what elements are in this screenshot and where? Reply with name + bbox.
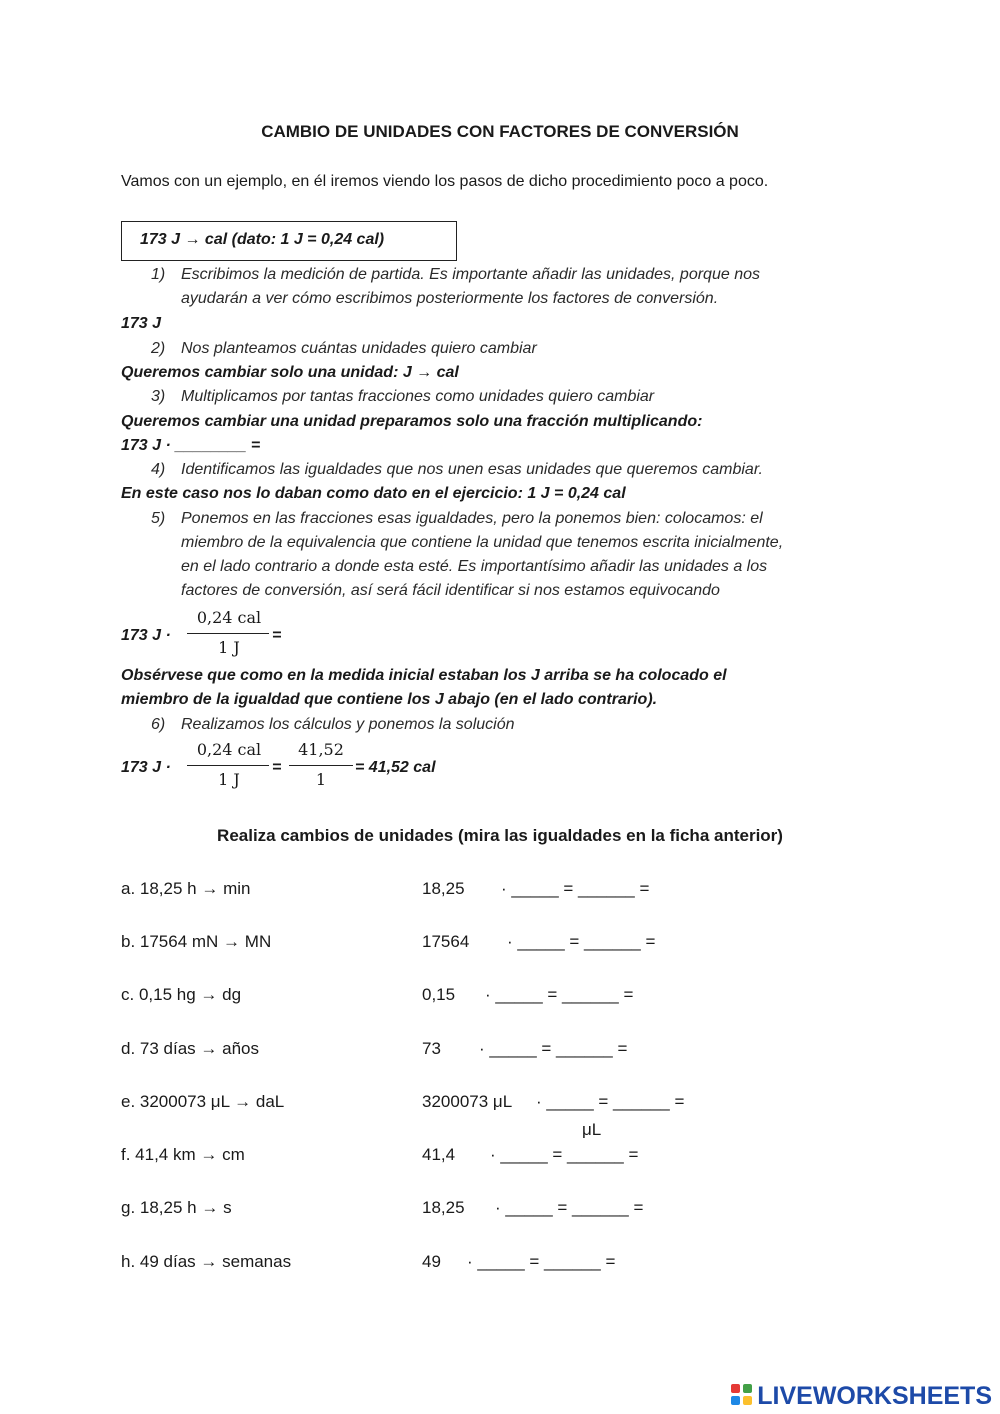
equals-sign: = [272, 759, 282, 776]
step-text: factores de conversión, así será fácil identificar si nos estamos equivocando [181, 582, 720, 599]
final-result: = 41,52 cal [355, 759, 436, 776]
step-number: 4) [151, 461, 166, 478]
step-text: Ponemos en las fracciones esas igualdades, pero la ponemos bien: colocamos: el [181, 510, 763, 527]
observation-text: miembro de la igualdad que contiene los J abajo (en el lado contrario). [121, 691, 658, 708]
step-number: 5) [151, 510, 166, 527]
fraction-denominator: 1 J [218, 638, 240, 657]
exercise-answer-blanks[interactable]: · _____ = ______ = [485, 985, 634, 1004]
logo-icon [731, 1384, 753, 1406]
step-text: miembro de la equivalencia que contiene la unidad que tenemos escrita inicialmente, [181, 534, 784, 551]
fraction-prefix: 173 J · [121, 627, 171, 644]
example-statement: 173 J → cal (dato: 1 J = 0,24 cal) [140, 231, 385, 248]
answer-line: 173 J · ________ = [121, 437, 261, 454]
step-text: Nos planteamos cuántas unidades quiero cambiar [181, 340, 537, 357]
exercise-unit-below: μL [582, 1120, 602, 1139]
fraction-numerator: 41,52 [298, 740, 344, 759]
exercise-start-value: 49 [422, 1252, 441, 1271]
exercise-label: d. 73 días → años [121, 1039, 259, 1058]
page-title: CAMBIO DE UNIDADES CON FACTORES DE CONVERSIÓN [261, 122, 739, 141]
fraction-bar [187, 765, 269, 766]
step-text: en el lado contrario a donde esta esté. Es importantísimo añadir las unidades a los [181, 558, 768, 575]
step-text: Identificamos las igualdades que nos unen esas unidades que queremos cambiar. [181, 461, 763, 478]
exercise-label: b. 17564 mN → MN [121, 932, 272, 951]
exercise-label: a. 18,25 h → min [121, 879, 251, 898]
exercise-start-value: 0,15 [422, 985, 456, 1004]
step-text: ayudarán a ver cómo escribimos posteriormente los factores de conversión. [181, 290, 719, 307]
liveworksheets-logo [731, 1382, 992, 1411]
exercise-start-value: 18,25 [422, 1198, 465, 1217]
exercise-answer-blanks[interactable]: · _____ = ______ = [536, 1092, 685, 1111]
exercise-label: c. 0,15 hg → dg [121, 985, 242, 1004]
exercise-answer-blanks[interactable]: · _____ = ______ = [479, 1039, 628, 1058]
intro-text: Vamos con un ejemplo, en él iremos viendo los pasos de dicho procedimiento poco a poco. [121, 173, 769, 190]
step-number: 1) [151, 266, 166, 283]
step-number: 2) [151, 340, 166, 357]
exercise-answer-blanks[interactable]: · _____ = ______ = [495, 1198, 644, 1217]
step-text: Realizamos los cálculos y ponemos la solución [181, 716, 515, 733]
exercise-answer-blanks[interactable]: · _____ = ______ = [490, 1145, 639, 1164]
answer-line: 173 J [121, 315, 162, 332]
fraction-numerator: 0,24 cal [196, 740, 262, 759]
exercise-start-value: 3200073 μL [422, 1092, 513, 1111]
step-text: Multiplicamos por tantas fracciones como unidades quiero cambiar [181, 388, 655, 405]
fraction-bar [187, 633, 269, 634]
fraction-denominator: 1 J [218, 770, 240, 789]
fraction-denominator: 1 [315, 770, 327, 789]
exercise-start-value: 41,4 [422, 1145, 456, 1164]
exercise-answer-blanks[interactable]: · _____ = ______ = [467, 1252, 616, 1271]
exercise-answer-blanks[interactable]: · _____ = ______ = [501, 879, 650, 898]
step-number: 3) [151, 388, 166, 405]
exercise-label: f. 41,4 km → cm [121, 1145, 245, 1164]
fraction-numerator: 0,24 cal [196, 608, 262, 627]
exercise-label: e. 3200073 μL → daL [121, 1092, 285, 1111]
logo-text: LIVEWORKSHEETS [757, 1382, 992, 1410]
exercise-start-value: 18,25 [422, 879, 465, 898]
exercise-title: Realiza cambios de unidades (mira las igualdades en la ficha anterior) [217, 826, 783, 845]
exercise-label: g. 18,25 h → s [121, 1198, 232, 1217]
equals-sign: = [272, 627, 282, 644]
observation-text: Obsérvese que como en la medida inicial estaban los J arriba se ha colocado el [121, 667, 727, 684]
answer-line: Queremos cambiar una unidad preparamos solo una fracción multiplicando: [121, 413, 703, 430]
exercise-start-value: 73 [422, 1039, 441, 1058]
step-text: Escribimos la medición de partida. Es importante añadir las unidades, porque nos [181, 266, 760, 283]
answer-line: En este caso nos lo daban como dato en el ejercicio: 1 J = 0,24 cal [121, 485, 626, 502]
exercise-start-value: 17564 [422, 932, 470, 951]
fraction-bar [289, 765, 353, 766]
exercise-answer-blanks[interactable]: · _____ = ______ = [507, 932, 656, 951]
fraction-prefix: 173 J · [121, 759, 171, 776]
step-number: 6) [151, 716, 166, 733]
exercise-label: h. 49 días → semanas [121, 1252, 292, 1271]
answer-line: Queremos cambiar solo una unidad: J → cal [121, 364, 459, 381]
